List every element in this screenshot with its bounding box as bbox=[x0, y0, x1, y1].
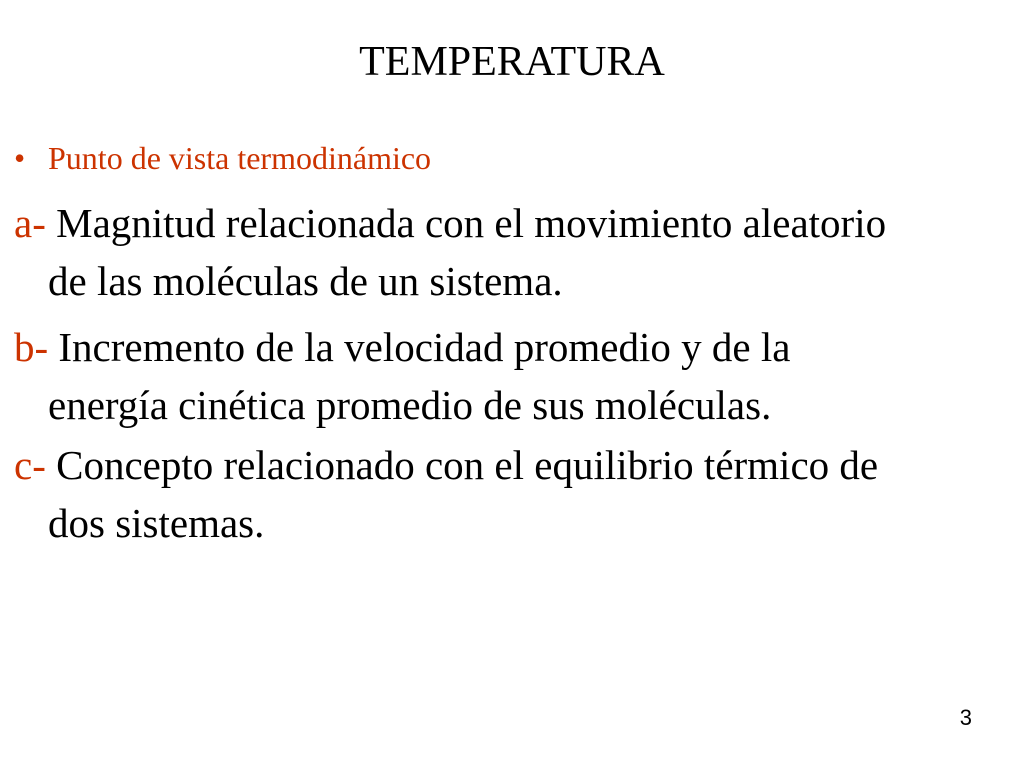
list-item-b bbox=[14, 318, 1014, 434]
list-item-c-line1 bbox=[14, 436, 1014, 494]
list-item-a-line1 bbox=[14, 194, 1014, 252]
item-a-text-line2: de las moléculas de un sistema. bbox=[48, 258, 563, 304]
list-item-a bbox=[14, 194, 1014, 310]
subtitle-text: Punto de vista termodinámico bbox=[48, 140, 432, 176]
item-a-text-line1: Magnitud relacionada con el movimiento aleatorio bbox=[45, 200, 887, 246]
subtitle-bullet-row bbox=[14, 138, 431, 178]
list-item-b-line1 bbox=[14, 318, 1014, 376]
page-number: 3 bbox=[959, 705, 972, 730]
slide-title: TEMPERATURA bbox=[359, 39, 665, 85]
item-b-prefix: b- bbox=[14, 324, 49, 370]
bullet-icon: • bbox=[14, 140, 26, 176]
item-b-text-line1: Incremento de la velocidad promedio y de la bbox=[48, 324, 791, 370]
item-c-prefix: c- bbox=[14, 442, 46, 488]
list-item-c bbox=[14, 436, 1014, 552]
item-a-prefix: a- bbox=[14, 200, 46, 246]
item-c-text-line2: dos sistemas. bbox=[48, 500, 265, 546]
item-c-text-line1: Concepto relacionado con el equilibrio térmico de bbox=[45, 442, 879, 488]
item-b-text-line2: energía cinética promedio de sus moléculas. bbox=[48, 382, 772, 428]
